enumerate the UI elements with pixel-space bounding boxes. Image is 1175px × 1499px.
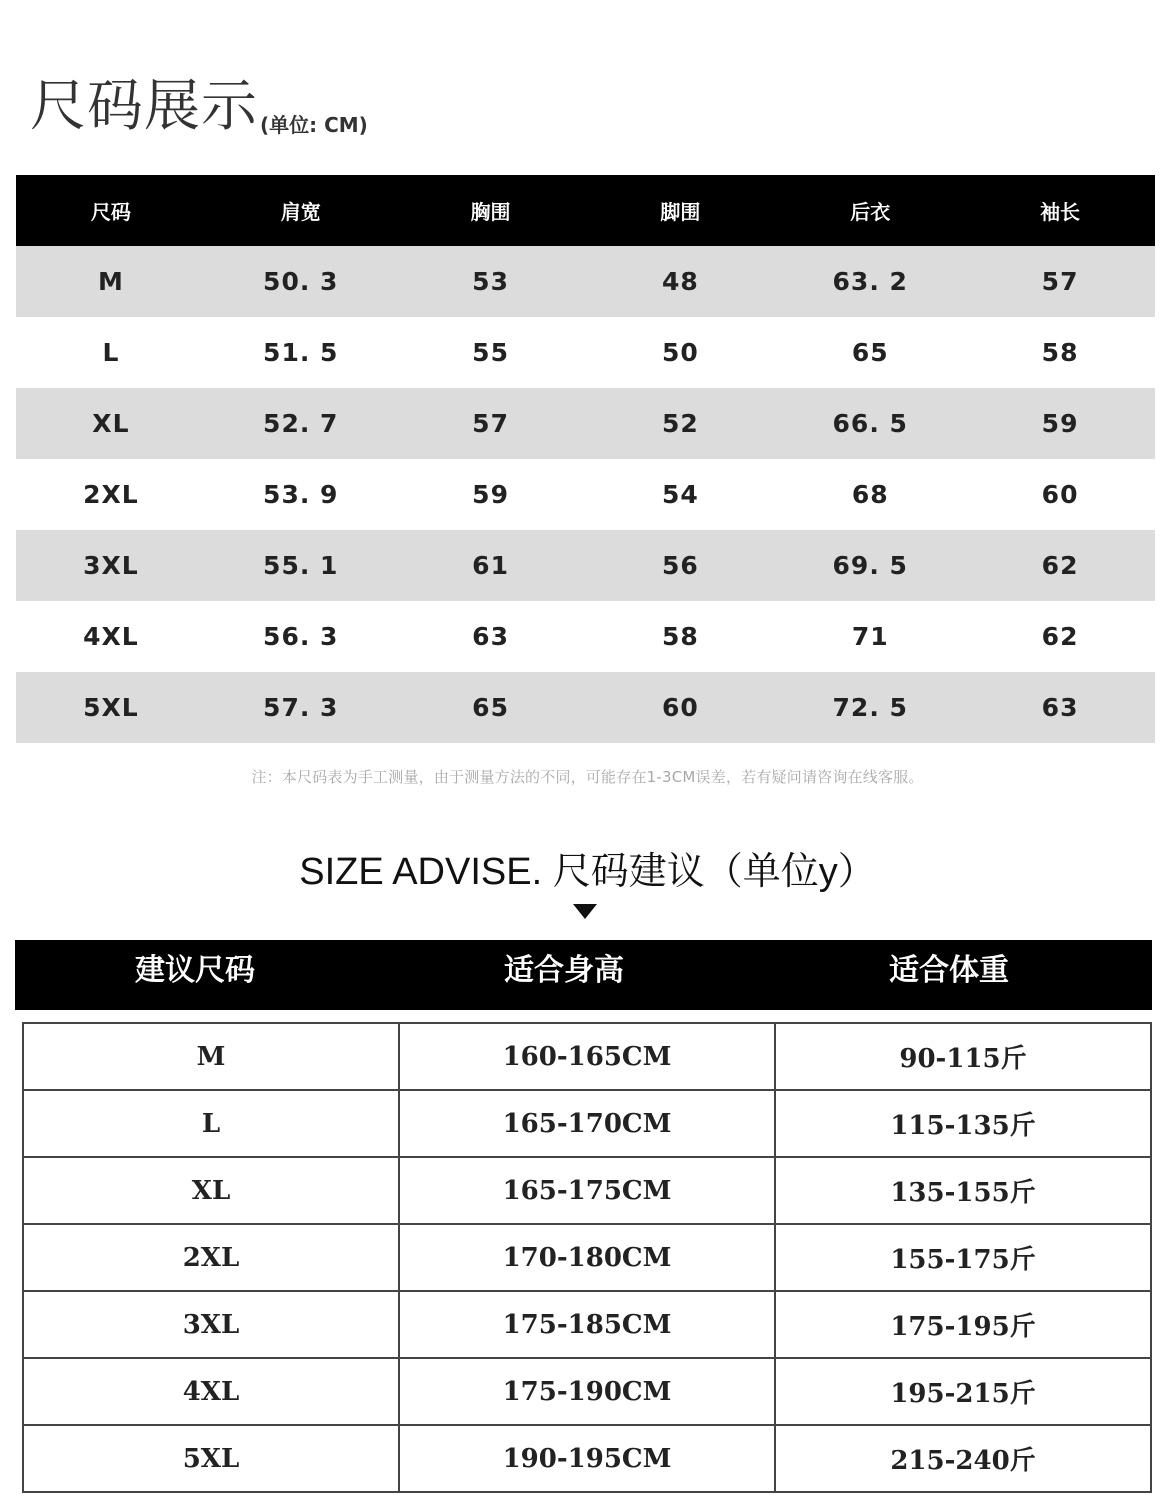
header-hem: 脚围 bbox=[585, 175, 775, 246]
table-cell: 5XL bbox=[16, 672, 206, 743]
table-cell: 4XL bbox=[16, 601, 206, 672]
advise-table bbox=[22, 1022, 1152, 1493]
advise-cell: 4XL bbox=[23, 1358, 399, 1425]
table-cell: 3XL bbox=[16, 530, 206, 601]
advise-cell: 3XL bbox=[23, 1291, 399, 1358]
table-cell: 57 bbox=[396, 388, 586, 459]
page-title bbox=[30, 62, 368, 139]
advise-cell: 215-240斤 bbox=[775, 1425, 1151, 1492]
advise-cell: 90-115斤 bbox=[775, 1023, 1151, 1090]
table-row bbox=[16, 246, 1155, 317]
measurement-table bbox=[16, 175, 1155, 743]
advise-cell: 5XL bbox=[23, 1425, 399, 1492]
advise-cell: 175-185CM bbox=[399, 1291, 775, 1358]
advise-cell: 135-155斤 bbox=[775, 1157, 1151, 1224]
advise-cell: 170-180CM bbox=[399, 1224, 775, 1291]
table-cell: L bbox=[16, 317, 206, 388]
advise-cell: 155-175斤 bbox=[775, 1224, 1151, 1291]
header-shoulder: 肩宽 bbox=[206, 175, 396, 246]
table-cell: 50. 3 bbox=[206, 246, 396, 317]
advise-title: SIZE ADVISE. 尺码建议（单位y） bbox=[299, 851, 876, 893]
table-cell: 50 bbox=[585, 317, 775, 388]
advise-header-height: 适合身高 bbox=[504, 953, 624, 988]
header-size: 尺码 bbox=[16, 175, 206, 246]
table-cell: 57 bbox=[965, 246, 1155, 317]
table-cell: 69. 5 bbox=[775, 530, 965, 601]
table-cell: 62 bbox=[965, 601, 1155, 672]
measurement-header-row bbox=[16, 175, 1155, 246]
advise-cell: 175-195斤 bbox=[775, 1291, 1151, 1358]
table-cell: 53. 9 bbox=[206, 459, 396, 530]
table-cell: XL bbox=[16, 388, 206, 459]
table-cell: 71 bbox=[775, 601, 965, 672]
advise-cell: 115-135斤 bbox=[775, 1090, 1151, 1157]
advise-row bbox=[23, 1157, 1151, 1224]
advise-cell: 160-165CM bbox=[399, 1023, 775, 1090]
table-cell: 72. 5 bbox=[775, 672, 965, 743]
advise-cell: 2XL bbox=[23, 1224, 399, 1291]
advise-row bbox=[23, 1425, 1151, 1492]
table-cell: 66. 5 bbox=[775, 388, 965, 459]
header-sleeve: 袖长 bbox=[965, 175, 1155, 246]
advise-row bbox=[23, 1291, 1151, 1358]
table-row bbox=[16, 672, 1155, 743]
advise-header-weight: 适合体重 bbox=[889, 953, 1009, 988]
table-cell: 65 bbox=[775, 317, 965, 388]
table-cell: 63. 2 bbox=[775, 246, 965, 317]
advise-header bbox=[15, 940, 1152, 1010]
table-cell: 53 bbox=[396, 246, 586, 317]
advise-header-size: 建议尺码 bbox=[135, 953, 255, 988]
table-cell: 62 bbox=[965, 530, 1155, 601]
table-cell: 54 bbox=[585, 459, 775, 530]
table-cell: 63 bbox=[396, 601, 586, 672]
advise-cell: 195-215斤 bbox=[775, 1358, 1151, 1425]
table-cell: 48 bbox=[585, 246, 775, 317]
table-cell: 52. 7 bbox=[206, 388, 396, 459]
advise-cell: M bbox=[23, 1023, 399, 1090]
title-main: 尺码展示 bbox=[30, 74, 258, 139]
table-cell: 68 bbox=[775, 459, 965, 530]
advise-row bbox=[23, 1224, 1151, 1291]
table-cell: 56 bbox=[585, 530, 775, 601]
advise-row bbox=[23, 1358, 1151, 1425]
arrow-down-icon bbox=[573, 904, 597, 919]
table-cell: 55. 1 bbox=[206, 530, 396, 601]
table-row bbox=[16, 459, 1155, 530]
header-chest: 胸围 bbox=[396, 175, 586, 246]
advise-cell: 175-190CM bbox=[399, 1358, 775, 1425]
advise-row bbox=[23, 1023, 1151, 1090]
measurement-note: 注：本尺码表为手工测量，由于测量方法的不同，可能存在1-3CM误差，若有疑问请咨询在线客服。 bbox=[251, 768, 924, 786]
table-cell: 56. 3 bbox=[206, 601, 396, 672]
table-cell: 59 bbox=[965, 388, 1155, 459]
table-cell: 61 bbox=[396, 530, 586, 601]
table-cell: 57. 3 bbox=[206, 672, 396, 743]
header-length: 后衣 bbox=[775, 175, 965, 246]
table-row bbox=[16, 388, 1155, 459]
table-cell: 2XL bbox=[16, 459, 206, 530]
advise-cell: 190-195CM bbox=[399, 1425, 775, 1492]
table-cell: 60 bbox=[585, 672, 775, 743]
advise-cell: XL bbox=[23, 1157, 399, 1224]
table-cell: 58 bbox=[965, 317, 1155, 388]
advise-row bbox=[23, 1090, 1151, 1157]
table-cell: 63 bbox=[965, 672, 1155, 743]
table-cell: M bbox=[16, 246, 206, 317]
table-cell: 52 bbox=[585, 388, 775, 459]
table-cell: 55 bbox=[396, 317, 586, 388]
table-row bbox=[16, 317, 1155, 388]
table-cell: 60 bbox=[965, 459, 1155, 530]
table-row bbox=[16, 601, 1155, 672]
title-unit: (单位: CM) bbox=[260, 113, 368, 137]
table-cell: 51. 5 bbox=[206, 317, 396, 388]
advise-cell: 165-175CM bbox=[399, 1157, 775, 1224]
advise-cell: 165-170CM bbox=[399, 1090, 775, 1157]
advise-cell: L bbox=[23, 1090, 399, 1157]
table-cell: 59 bbox=[396, 459, 586, 530]
table-cell: 65 bbox=[396, 672, 586, 743]
table-row bbox=[16, 530, 1155, 601]
table-cell: 58 bbox=[585, 601, 775, 672]
